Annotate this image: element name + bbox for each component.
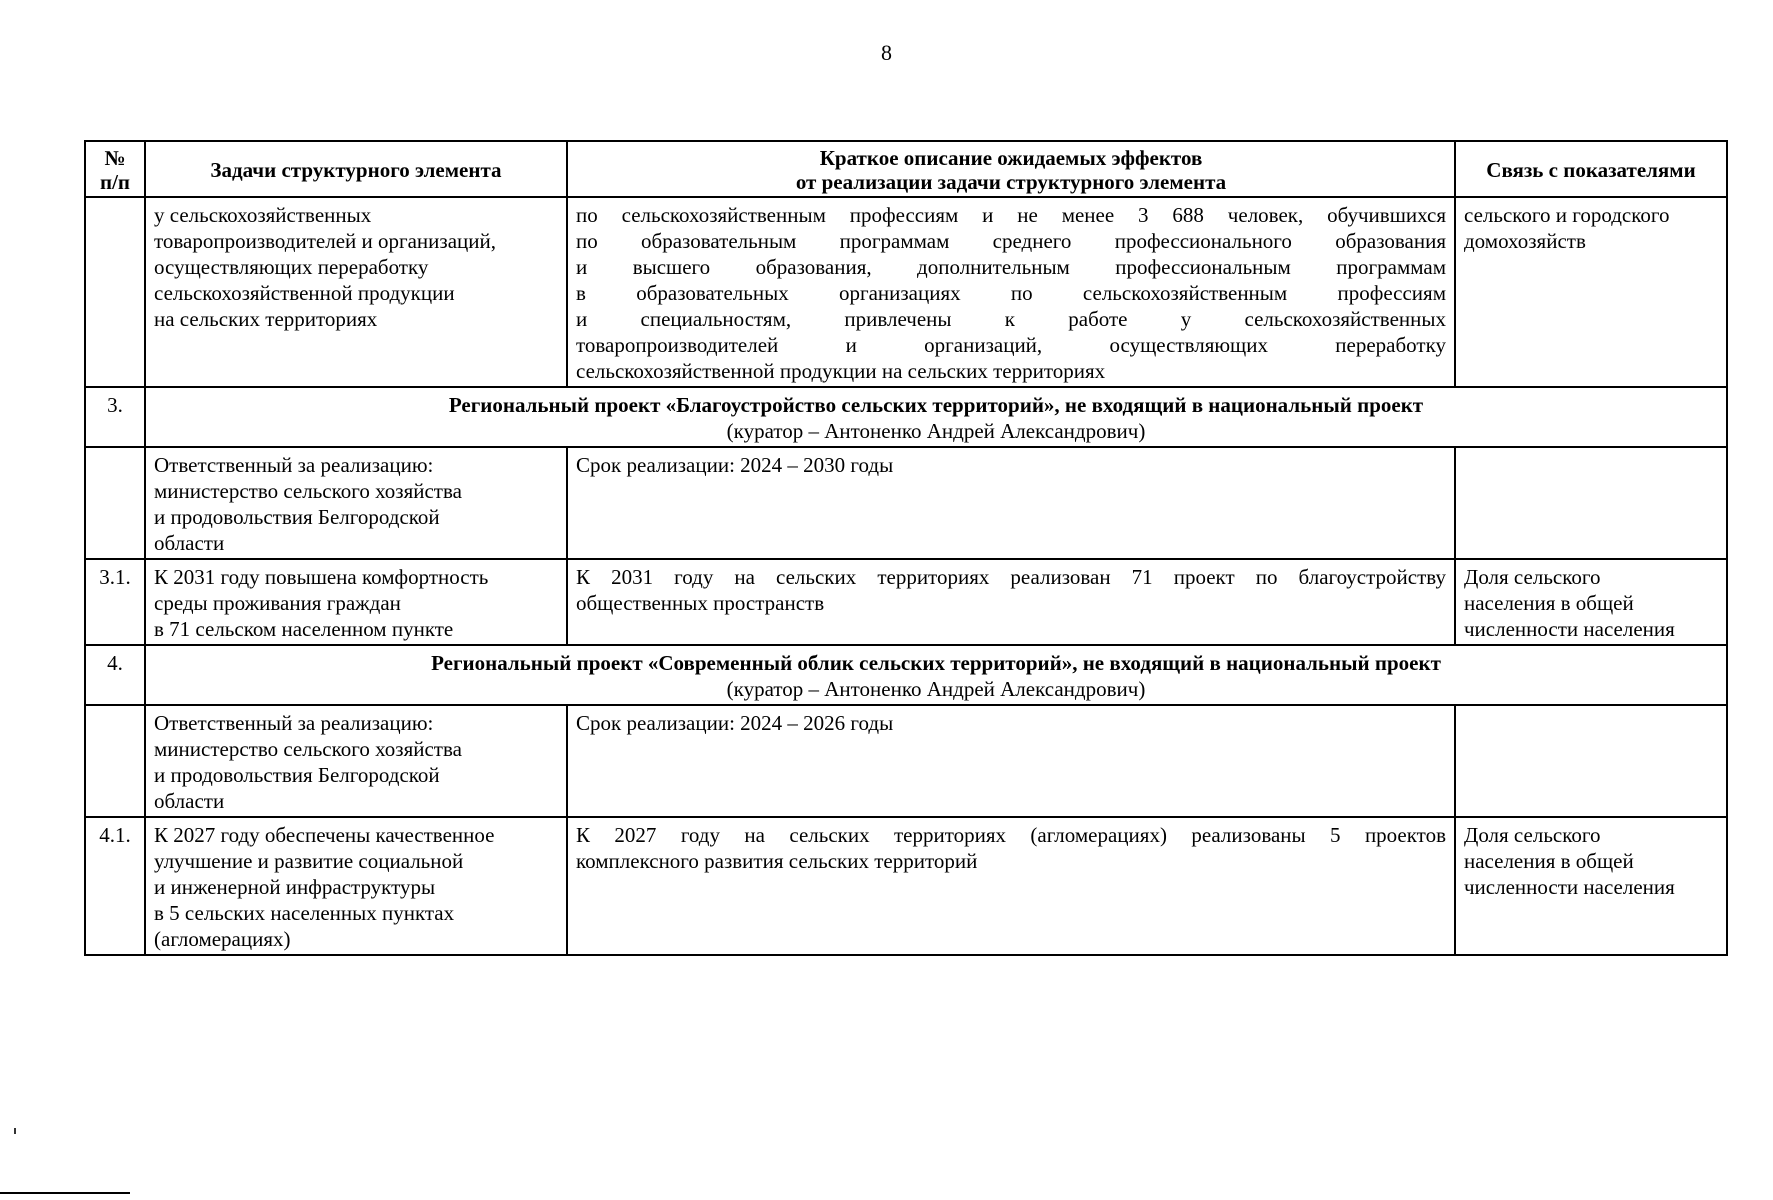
table-header-row	[85, 141, 1727, 197]
responsible-line: Ответственный за реализацию:	[154, 711, 434, 735]
link-line: сельского и городского	[1464, 203, 1670, 227]
row-responsible	[145, 447, 567, 559]
task-line: на сельских территориях	[154, 307, 378, 331]
link-line: домохозяйств	[1464, 229, 1586, 253]
task-line: у сельскохозяйственных	[154, 203, 372, 227]
table-row	[85, 705, 1727, 817]
task-line: среды проживания граждан	[154, 591, 401, 615]
header-tasks: Задачи структурного элемента	[145, 141, 567, 197]
row-link	[1455, 817, 1727, 955]
section-num: 4.	[85, 645, 145, 705]
section-num: 3.	[85, 387, 145, 447]
task-line: улучшение и развитие социальной	[154, 849, 464, 873]
link-line: Доля сельского	[1464, 565, 1601, 589]
responsible-line: области	[154, 531, 225, 555]
table-row	[85, 559, 1727, 645]
row-num	[85, 447, 145, 559]
section-row-3	[85, 387, 1727, 447]
row-effect	[567, 559, 1455, 645]
effect-line: по сельскохозяйственным профессиям и не менее 3 688 человек, обучившихся	[576, 203, 1446, 227]
task-line: сельскохозяйственной продукции	[154, 281, 455, 305]
row-term: Срок реализации: 2024 – 2026 годы	[567, 705, 1455, 817]
row-link	[1455, 447, 1727, 559]
effect-line: товаропроизводителей и организаций, осуществляющих переработку	[576, 333, 1446, 357]
effect-line: общественных пространств	[576, 591, 825, 615]
page-number: 8	[881, 40, 892, 65]
task-line: в 71 сельском населенном пункте	[154, 617, 454, 641]
row-num	[85, 705, 145, 817]
row-term: Срок реализации: 2024 – 2030 годы	[567, 447, 1455, 559]
effect-line: К 2027 году на сельских территориях (агломерациях) реализованы 5 проектов	[576, 823, 1446, 847]
responsible-line: министерство сельского хозяйства	[154, 479, 462, 503]
header-effects-line-1: Краткое описание ожидаемых эффектов	[819, 146, 1203, 170]
row-task	[145, 817, 567, 955]
table-row	[85, 197, 1727, 387]
task-line: товаропроизводителей и организаций,	[154, 229, 496, 253]
responsible-line: Ответственный за реализацию:	[154, 453, 434, 477]
effect-line: в образовательных организациях по сельскохозяйственным профессиям	[576, 281, 1446, 305]
section-heading	[145, 387, 1727, 447]
task-line: и инженерной инфраструктуры	[154, 875, 436, 899]
section-row-4	[85, 645, 1727, 705]
effect-line: К 2031 году на сельских территориях реализован 71 проект по благоустройству	[576, 565, 1446, 589]
responsible-line: и продовольствия Белгородской	[154, 763, 440, 787]
responsible-line: области	[154, 789, 225, 813]
row-num	[85, 197, 145, 387]
row-task	[145, 559, 567, 645]
effect-line: и высшего образования, дополнительным профессиональным программам	[576, 255, 1446, 279]
header-effects-line-2: от реализации задачи структурного элемента	[795, 170, 1227, 194]
link-line: населения в общей	[1464, 849, 1634, 873]
footnote-rule	[0, 1192, 130, 1194]
row-effect	[567, 817, 1455, 955]
responsible-line: министерство сельского хозяйства	[154, 737, 462, 761]
row-responsible	[145, 705, 567, 817]
header-num	[85, 141, 145, 197]
section-curator: (куратор – Антоненко Андрей Александрович)	[726, 677, 1146, 701]
table-row	[85, 447, 1727, 559]
task-line: в 5 сельских населенных пунктах	[154, 901, 455, 925]
structural-element-table	[84, 140, 1728, 956]
section-curator: (куратор – Антоненко Андрей Александрович)	[726, 419, 1146, 443]
header-num-line-1: №	[104, 146, 126, 170]
link-line: численности населения	[1464, 617, 1675, 641]
task-line: (агломерациях)	[154, 927, 291, 951]
link-line: населения в общей	[1464, 591, 1634, 615]
responsible-line: и продовольствия Белгородской	[154, 505, 440, 529]
task-line: К 2031 году повышена комфортность	[154, 565, 489, 589]
row-link	[1455, 559, 1727, 645]
link-line: численности населения	[1464, 875, 1675, 899]
table-row	[85, 817, 1727, 955]
row-num: 3.1.	[85, 559, 145, 645]
effect-line: сельскохозяйственной продукции на сельских территориях	[576, 359, 1106, 383]
effect-line: комплексного развития сельских территорий	[576, 849, 978, 873]
task-line: осуществляющих переработку	[154, 255, 429, 279]
header-num-line-2: п/п	[99, 170, 131, 194]
effect-line: и специальностям, привлечены к работе у сельскохозяйственных	[576, 307, 1446, 331]
scan-mark	[14, 1128, 16, 1134]
row-link	[1455, 197, 1727, 387]
effect-line: по образовательным программам среднего профессионального образования	[576, 229, 1446, 253]
link-line: Доля сельского	[1464, 823, 1601, 847]
row-num: 4.1.	[85, 817, 145, 955]
section-title: Региональный проект «Благоустройство сельских территорий», не входящий в национальный проект	[448, 393, 1424, 417]
header-link: Связь с показателями	[1455, 141, 1727, 197]
section-heading	[145, 645, 1727, 705]
row-task	[145, 197, 567, 387]
row-effect	[567, 197, 1455, 387]
section-title: Региональный проект «Современный облик сельских территорий», не входящий в национальный проект	[431, 651, 1441, 675]
task-line: К 2027 году обеспечены качественное	[154, 823, 495, 847]
header-effects	[567, 141, 1455, 197]
row-link	[1455, 705, 1727, 817]
